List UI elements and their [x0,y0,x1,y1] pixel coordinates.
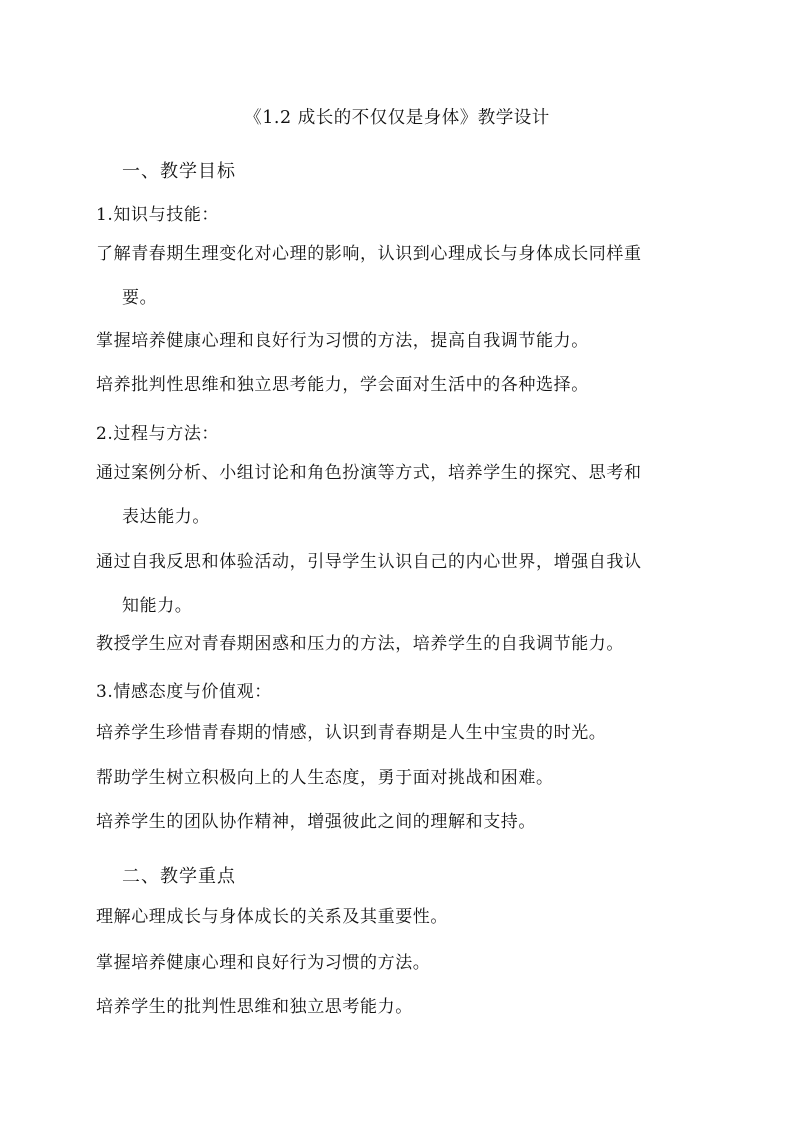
paragraph-item: 培养学生的批判性思维和独立思考能力。 [96,997,413,1017]
paragraph-continuation: 表达能力。 [122,507,210,527]
paragraph-item: 掌握培养健康心理和良好行为习惯的方法。 [96,953,431,973]
subsection-label-process: 2.过程与方法： [96,424,220,444]
paragraph-item: 教授学生应对青春期困惑和压力的方法，培养学生的自我调节能力。 [96,634,624,654]
paragraph-item: 培养学生的团队协作精神，增强彼此之间的理解和支持。 [96,812,536,832]
paragraph-item: 理解心理成长与身体成长的关系及其重要性。 [96,907,448,927]
paragraph-line: 了解青春期生理变化对心理的影响，认识到心理成长与身体成长同样重 [96,244,642,264]
paragraph-item [96,451,684,539]
paragraph-item: 帮助学生树立积极向上的人生态度，勇于面对挑战和困难。 [96,768,554,788]
document-title: 《1.2 成长的不仅仅是身体》教学设计 [244,108,550,128]
section-heading-objectives: 一、教学目标 [122,161,236,182]
paragraph-item [96,540,684,628]
paragraph-line: 通过自我反思和体验活动，引导学生认识自己的内心世界，增强自我认 [96,552,642,572]
paragraph-line: 通过案例分析、小组讨论和角色扮演等方式，培养学生的探究、思考和 [96,463,642,483]
paragraph-item: 培养批判性思维和独立思考能力，学会面对生活中的各种选择。 [96,375,589,395]
paragraph-continuation: 要。 [122,288,158,308]
section-heading-key-points: 二、教学重点 [122,866,236,887]
subsection-label-values: 3.情感态度与价值观： [96,682,272,702]
paragraph-item [96,232,684,320]
paragraph-item: 培养学生珍惜青春期的情感，认识到青春期是人生中宝贵的时光。 [96,723,607,743]
paragraph-continuation: 知能力。 [122,596,193,616]
paragraph-item: 掌握培养健康心理和良好行为习惯的方法，提高自我调节能力。 [96,331,589,351]
subsection-label-knowledge: 1.知识与技能： [96,205,220,225]
